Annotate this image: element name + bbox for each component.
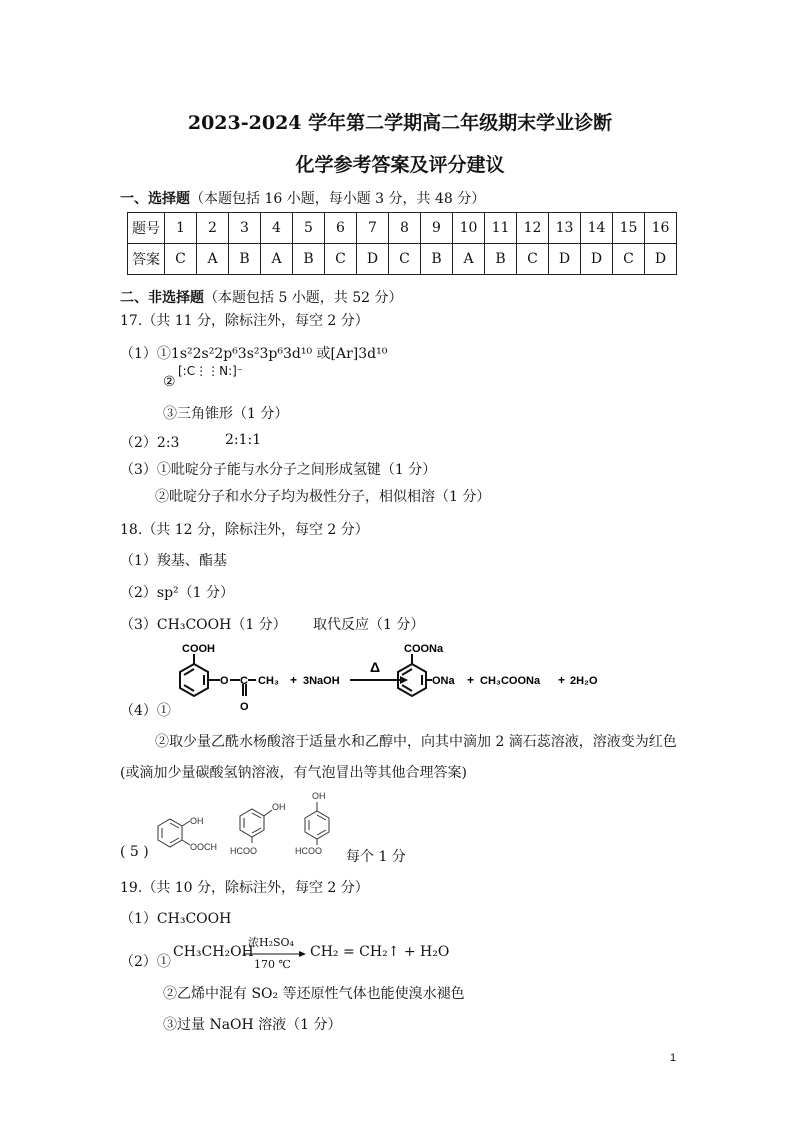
question-number-cell: 10 [453,213,485,244]
answer-cell: D [581,244,613,275]
isomer-3-ester: HCOO [295,846,322,856]
answer-table [127,212,677,275]
question-number-cell: 11 [485,213,517,244]
reaction-arrowhead [400,676,408,684]
answer-cell: A [197,244,229,275]
answer-cell: C [517,244,549,275]
page-subtitle: 化学参考答案及评分建议 [295,154,505,176]
isomer-ortho [158,819,190,847]
question-number-cell: 15 [613,213,645,244]
q18-part1: （1）羧基、酯基 [120,553,227,569]
isomer-1-ester: OOCH [190,842,217,852]
ester-oxygen: O [220,675,229,687]
q17-part1-3: ③三角锥形（1 分） [163,406,289,422]
answer-cell: C [325,244,357,275]
isomer-2-ester: HCOO [230,846,257,856]
plus-sign: + [467,673,475,687]
q18-part2: （2）sp²（1 分） [120,585,235,601]
q19-part2-2: ②乙烯中混有 SO₂ 等还原性气体也能使溴水褪色 [163,986,465,1002]
question-number-cell: 5 [293,213,325,244]
q17-part1 [120,343,387,363]
q18-part5-score: 每个 1 分 [346,849,406,865]
section-2-note: （本题包括 5 小题，共 52 分） [204,290,403,306]
question-number-cell: 4 [261,213,293,244]
hydrolysis-equation [160,640,620,720]
question-number-cell: 9 [421,213,453,244]
plus-sign: + [290,673,298,687]
question-number-cell: 16 [645,213,677,244]
answer-cell: A [453,244,485,275]
benzene-ring-right [398,654,432,696]
isomer-meta [240,809,272,843]
isomer-1-oh: OH [190,816,204,826]
section-1-label: 一、选择题 [120,191,190,207]
answer-cell: B [229,244,261,275]
ethanol-formula: CH₃CH₂OH [173,944,254,960]
water: 2H₂O [570,675,598,687]
ona-group: ONa [432,675,455,687]
section-1-note: （本题包括 16 小题，每小题 3 分，共 48 分） [190,191,486,207]
answer-cell: C [389,244,421,275]
q18-part4-2-alt: (或滴加少量碳酸氢钠溶液，有气泡冒出等其他合理答案) [120,765,467,781]
question-number-cell: 2 [197,213,229,244]
answer-cell: D [645,244,677,275]
section-2-heading [120,287,403,307]
question-number-cell: 6 [325,213,357,244]
q18-heading: 18.（共 12 分，除标注外，每空 2 分） [120,522,369,538]
heat-symbol: Δ [370,659,381,675]
question-number-cell: 7 [357,213,389,244]
q18-part5-marker: ( 5 ) [120,844,149,860]
question-number-cell: 14 [581,213,613,244]
q17-part2-a: （2）2:3 [120,435,180,451]
answer-cell: D [357,244,389,275]
carbonyl-oxygen: O [240,701,249,713]
condition-top: 浓H₂SO₄ [248,936,294,949]
section-1-heading [120,188,485,208]
answer-cell: C [613,244,645,275]
sodium-acetate: CH₃COONa [480,675,541,687]
answer-cell: C [165,244,197,275]
question-number-cell: 8 [389,213,421,244]
isomer-2-oh: OH [272,802,286,812]
ethylene-product: CH₂ = CH₂↑ + H₂O [310,944,450,960]
table-row-head: 题号 [128,213,165,244]
question-number-cell: 12 [517,213,549,244]
coona-group: COONa [404,643,444,655]
cooh-group: COOH [182,643,215,655]
q18-part3-b: 取代反应（1 分） [313,617,425,633]
condition-bottom: 170 ℃ [254,958,291,971]
plus-sign: + [558,673,566,687]
answer-cell: B [421,244,453,275]
isomer-structures [150,788,350,860]
electron-configuration: 1s²2s²2p⁶3s²3p⁶3d¹⁰ 或[Ar]3d¹⁰ [170,346,388,362]
q19-heading: 19.（共 10 分，除标注外，每空 2 分） [120,880,369,896]
q19-part2-marker: （2）① [120,954,171,970]
table-row-answers [128,244,677,275]
q18-part4-marker: （4）① [120,703,171,719]
methyl-group: CH₃ [258,675,279,687]
answer-cell: B [485,244,517,275]
section-2-label: 二、非选择题 [120,290,204,306]
isomer-3-oh: OH [312,791,326,801]
question-number-cell: 13 [549,213,581,244]
answer-cell: D [549,244,581,275]
isomer-para [305,802,329,845]
question-number-cell: 1 [165,213,197,244]
page-title: 2023-2024 学年第二学期高二年级期末学业诊断 [187,112,613,134]
q17-part1-2 [163,374,176,390]
question-number-cell: 3 [229,213,261,244]
answer-cell: B [293,244,325,275]
q17-part2-b: 2:1:1 [225,432,262,448]
table-row-head: 答案 [128,244,165,275]
cyanide-lewis-structure: [:C⋮⋮N:]⁻ [178,364,244,378]
q18-part4-2: ②取少量乙酰水杨酸溶于适量水和乙醇中，向其中滴加 2 滴石蕊溶液，溶液变为红色 [155,734,677,750]
page-number: 1 [670,1052,677,1064]
q17-part3-1: （3）①吡啶分子能与水分子之间形成氢键（1 分） [120,462,437,478]
q17-part1-marker: （1）① [120,346,171,362]
q17-part1-2-marker: ② [163,374,176,390]
answer-cell: A [261,244,293,275]
sodium-hydroxide: 3NaOH [303,675,340,687]
q17-part3-2: ②吡啶分子和水分子均为极性分子，相似相溶（1 分） [155,489,491,505]
q19-part1: （1）CH₃COOH [120,911,232,927]
table-row-numbers [128,213,677,244]
q18-part3-a: （3）CH₃COOH（1 分） [120,617,287,633]
carbonyl-carbon: C [240,675,248,687]
q17-heading: 17.（共 11 分，除标注外，每空 2 分） [120,313,369,329]
q19-part2-3: ③过量 NaOH 溶液（1 分） [163,1017,342,1033]
